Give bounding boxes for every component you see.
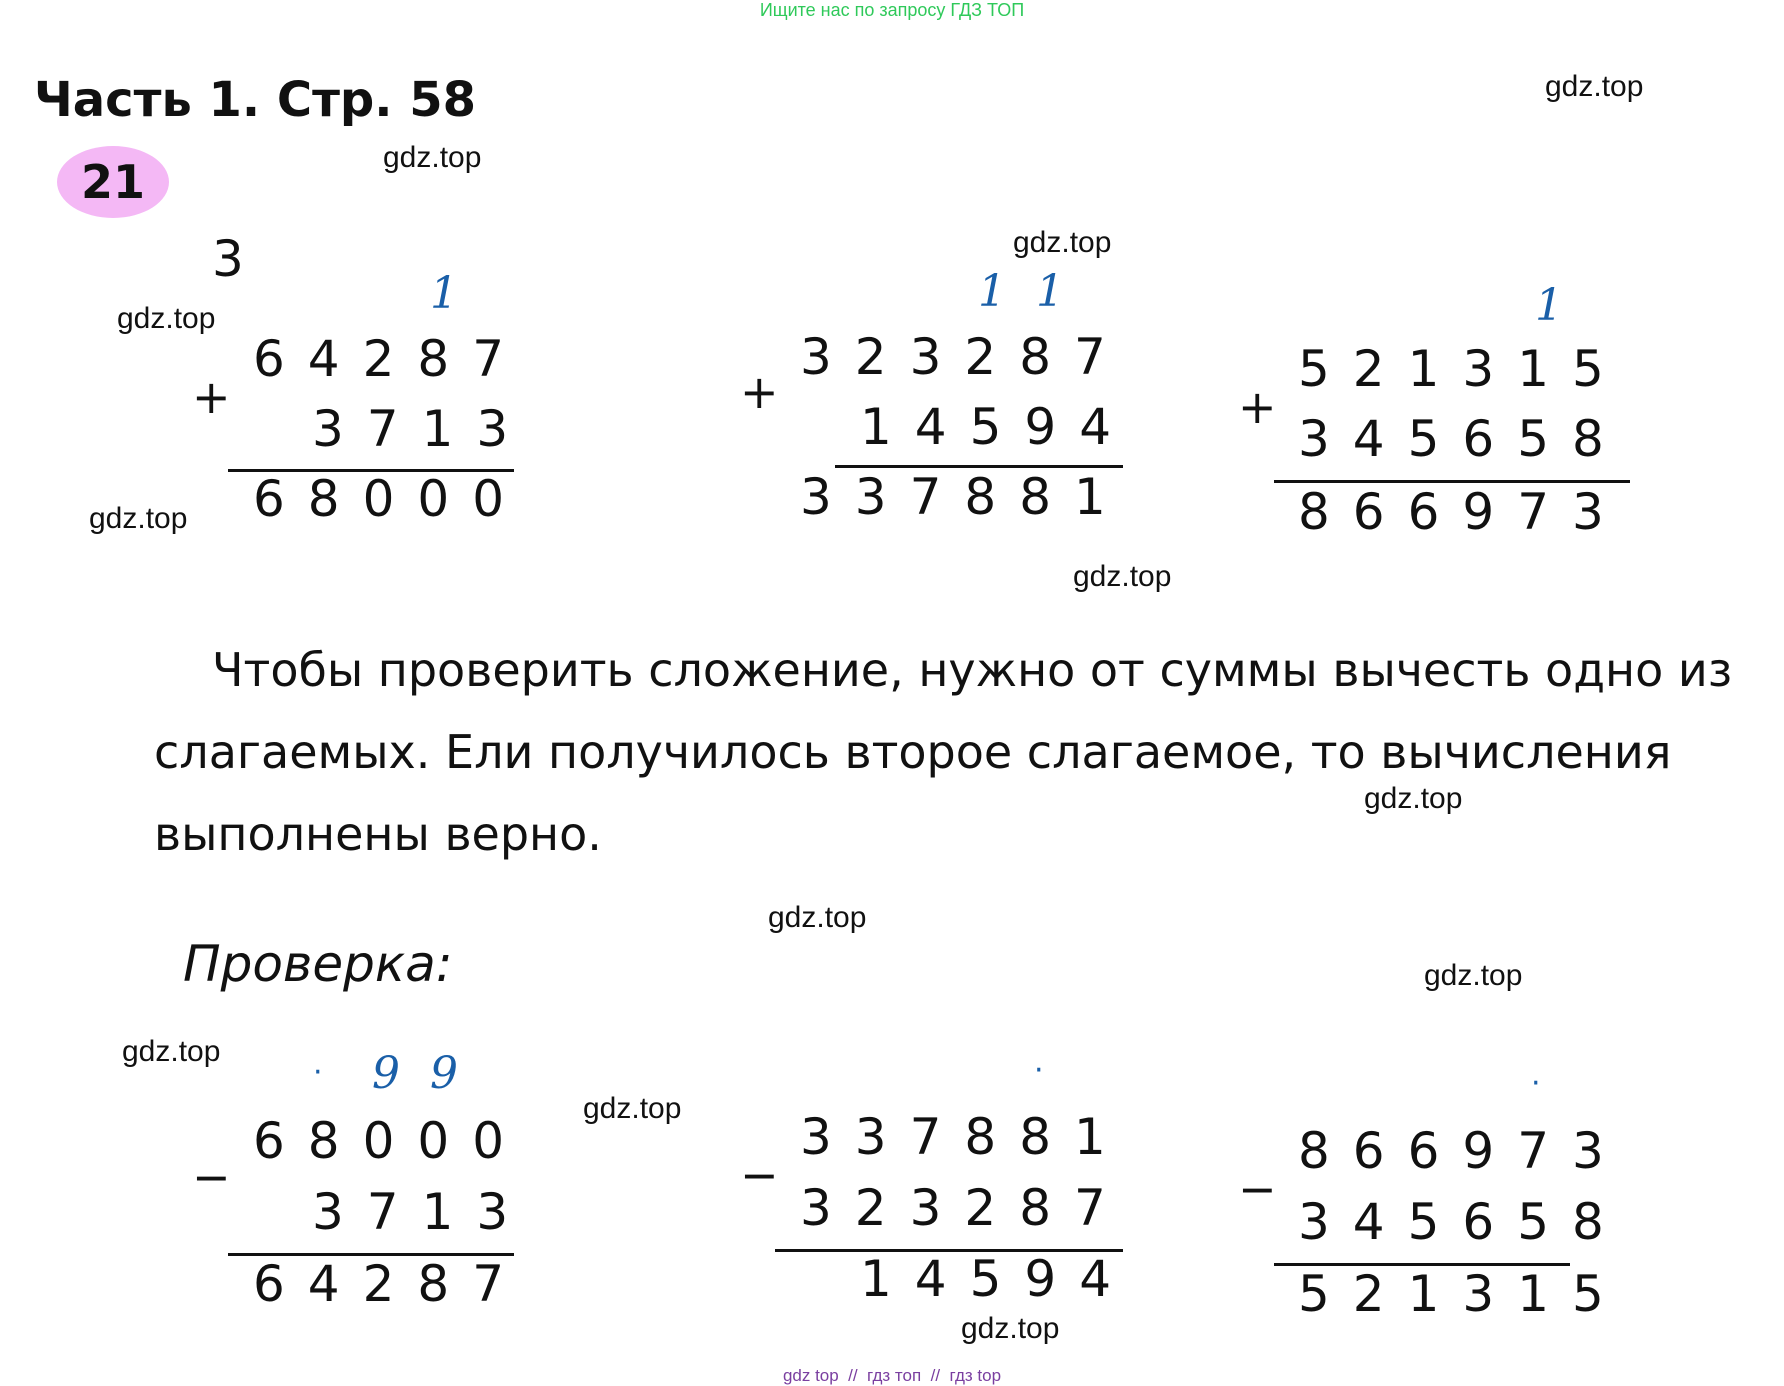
difference: 64287 — [253, 1255, 528, 1313]
minus-sign: − — [740, 1148, 779, 1202]
explanation-line: Чтобы проверить сложение, нужно от суммы вычесть одно из — [212, 643, 1733, 697]
borrow-mark: · — [313, 1055, 323, 1090]
margin-digit: 3 — [212, 230, 267, 288]
sum: 68000 — [253, 470, 528, 528]
addend-2: 345658 — [1298, 410, 1627, 468]
top-banner: Ищите нас по запросу ГДЗ ТОП — [759, 0, 1025, 20]
watermark: gdz.top — [117, 302, 216, 335]
subtrahend: 345658 — [1298, 1193, 1627, 1251]
difference: 521315 — [1298, 1265, 1627, 1323]
addend-2: 3713 — [312, 400, 532, 458]
watermark: gdz.top — [122, 1035, 221, 1068]
check-label: Проверка: — [183, 935, 453, 993]
watermark: gdz.top — [1424, 959, 1523, 992]
sum: 337881 — [800, 468, 1129, 526]
minus-sign: − — [192, 1150, 231, 1204]
minuend: 866973 — [1298, 1122, 1627, 1180]
plus-sign: + — [192, 370, 231, 424]
watermark: gdz.top — [583, 1092, 682, 1125]
addend-1: 64287 — [253, 330, 528, 388]
task-number: 21 — [80, 155, 145, 209]
watermark: gdz.top — [1013, 226, 1112, 259]
minuend: 337881 — [800, 1108, 1129, 1166]
borrow-mark: · — [1034, 1053, 1044, 1088]
explanation-line: слагаемых. Ели получилось второе слагаемое, то вычисления — [154, 725, 1672, 779]
borrow-digits: 99 — [372, 1048, 488, 1099]
subtrahend: 3713 — [312, 1183, 532, 1241]
subtrahend: 323287 — [800, 1179, 1129, 1237]
minus-sign: − — [1238, 1162, 1277, 1216]
watermark: gdz.top — [383, 141, 482, 174]
addend-2: 14594 — [860, 398, 1135, 456]
watermark: gdz.top — [1545, 70, 1644, 103]
difference: 14594 — [860, 1250, 1135, 1308]
watermark: gdz.top — [1073, 560, 1172, 593]
page-title: Часть 1. Стр. 58 — [34, 72, 477, 128]
sum: 866973 — [1298, 483, 1627, 541]
explanation-line: выполнены верно. — [154, 807, 602, 861]
watermark: gdz.top — [1364, 782, 1463, 815]
minuend: 68000 — [253, 1112, 528, 1170]
carry-digits: 1 — [1535, 280, 1593, 331]
plus-sign: + — [740, 365, 779, 419]
addend-1: 521315 — [1298, 340, 1627, 398]
carry-digits: 11 — [978, 266, 1094, 317]
footer-links: gdz top // гдз топ // гдз top — [782, 1366, 1002, 1385]
addend-1: 323287 — [800, 328, 1129, 386]
plus-sign: + — [1238, 380, 1277, 434]
watermark: gdz.top — [961, 1312, 1060, 1345]
watermark: gdz.top — [89, 502, 188, 535]
borrow-mark: · — [1531, 1066, 1541, 1101]
watermark: gdz.top — [768, 901, 867, 934]
carry-digits: 1 — [430, 268, 488, 319]
